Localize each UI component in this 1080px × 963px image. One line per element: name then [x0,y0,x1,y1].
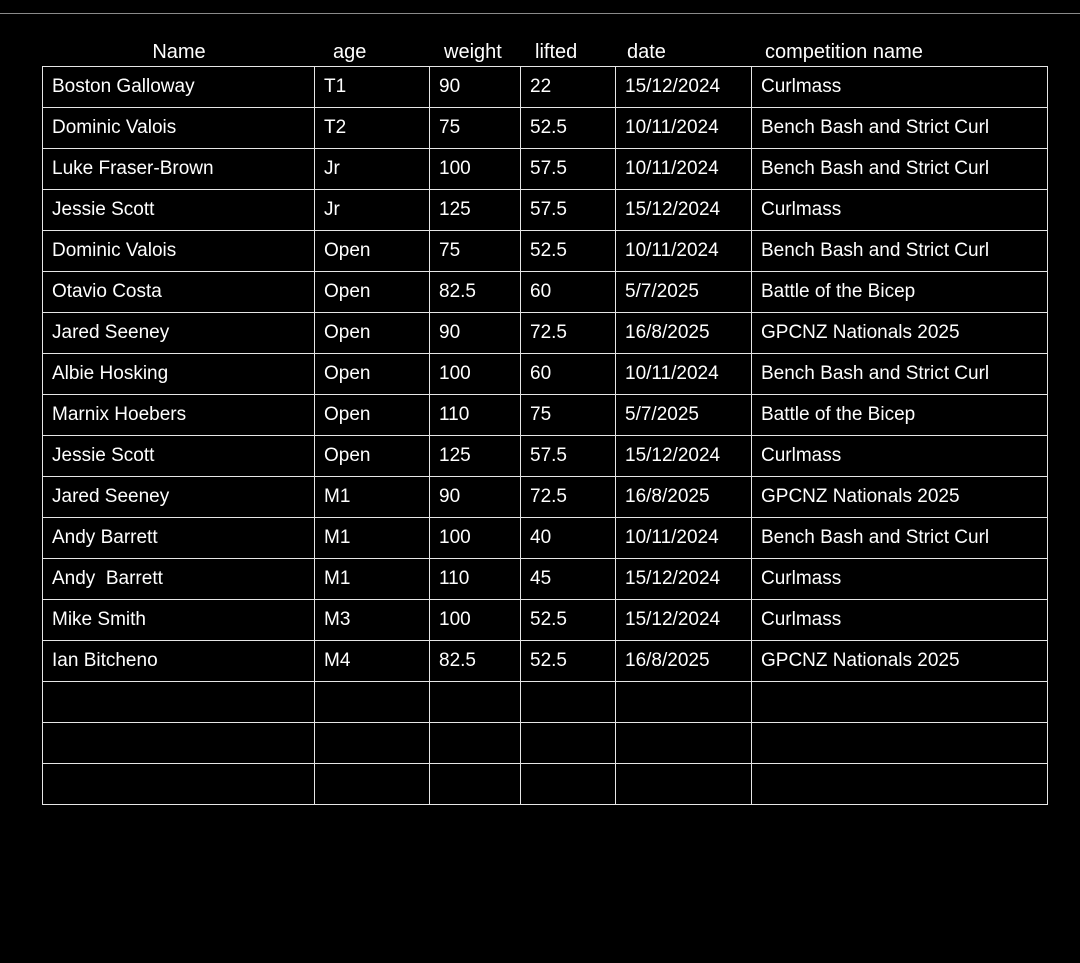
header-lifted: lifted [535,41,578,63]
cell-lifted: 72.5 [521,477,616,518]
table-row [43,67,1048,108]
cell-date: 5/7/2025 [616,272,752,313]
cell-date: 16/8/2025 [616,477,752,518]
cell-date: 10/11/2024 [616,518,752,559]
cell-age [315,723,430,764]
cell-age: Open [315,272,430,313]
cell-lifted: 45 [521,559,616,600]
cell-date: 10/11/2024 [616,354,752,395]
cell-name [43,723,315,764]
cell-weight: 90 [430,313,521,354]
cell-age: M4 [315,641,430,682]
header-competition-name: competition name [765,41,923,63]
cell-competition-name: Curlmass [752,67,1048,108]
cell-name: Dominic Valois [43,231,315,272]
cell-name: Jessie Scott [43,436,315,477]
cell-date: 5/7/2025 [616,395,752,436]
cell-age: Jr [315,149,430,190]
header-date: date [627,41,666,63]
cell-name: Ian Bitcheno [43,641,315,682]
cell-weight: 100 [430,354,521,395]
cell-name: Otavio Costa [43,272,315,313]
cell-lifted: 52.5 [521,231,616,272]
cell-lifted: 60 [521,354,616,395]
cell-name: Boston Galloway [43,67,315,108]
cell-weight [430,682,521,723]
cell-age: Open [315,231,430,272]
table-row [43,682,1048,723]
cell-competition-name: GPCNZ Nationals 2025 [752,313,1048,354]
cell-date [616,682,752,723]
cell-weight [430,764,521,805]
cell-competition-name [752,682,1048,723]
table-row [43,477,1048,518]
cell-competition-name: Bench Bash and Strict Curl [752,354,1048,395]
cell-competition-name: Bench Bash and Strict Curl [752,231,1048,272]
cell-age: Open [315,313,430,354]
cell-weight [430,723,521,764]
cell-date [616,723,752,764]
cell-weight: 75 [430,231,521,272]
cell-weight: 82.5 [430,641,521,682]
cell-date: 10/11/2024 [616,149,752,190]
cell-lifted: 72.5 [521,313,616,354]
column-headers [0,38,1080,66]
cell-weight: 110 [430,395,521,436]
cell-name: Jared Seeney [43,477,315,518]
cell-name [43,764,315,805]
table-row [43,354,1048,395]
cell-age: Open [315,354,430,395]
top-divider [0,13,1080,14]
cell-weight: 90 [430,477,521,518]
cell-weight: 100 [430,518,521,559]
cell-lifted: 52.5 [521,600,616,641]
header-age: age [333,41,367,63]
cell-competition-name: Bench Bash and Strict Curl [752,518,1048,559]
cell-date: 10/11/2024 [616,108,752,149]
cell-name: Marnix Hoebers [43,395,315,436]
table-row [43,313,1048,354]
table-row [43,395,1048,436]
cell-date: 10/11/2024 [616,231,752,272]
cell-name: Jessie Scott [43,190,315,231]
cell-name: Jared Seeney [43,313,315,354]
cell-weight: 125 [430,436,521,477]
cell-date: 15/12/2024 [616,600,752,641]
cell-competition-name: Curlmass [752,436,1048,477]
cell-competition-name: GPCNZ Nationals 2025 [752,641,1048,682]
cell-lifted: 52.5 [521,641,616,682]
table-row [43,149,1048,190]
cell-weight: 110 [430,559,521,600]
cell-name: Luke Fraser-Brown [43,149,315,190]
cell-name: Andy Barrett [43,559,315,600]
cell-age: T2 [315,108,430,149]
table-row [43,108,1048,149]
cell-lifted: 52.5 [521,108,616,149]
cell-lifted: 57.5 [521,149,616,190]
cell-weight: 125 [430,190,521,231]
cell-age: Open [315,395,430,436]
table-row [43,600,1048,641]
cell-competition-name [752,764,1048,805]
cell-age: Jr [315,190,430,231]
cell-weight: 100 [430,149,521,190]
cell-name [43,682,315,723]
cell-age: Open [315,436,430,477]
cell-age: M3 [315,600,430,641]
cell-name: Andy Barrett [43,518,315,559]
cell-weight: 100 [430,600,521,641]
cell-date: 16/8/2025 [616,641,752,682]
cell-lifted: 57.5 [521,190,616,231]
table-row [43,231,1048,272]
cell-age: M1 [315,518,430,559]
records-table-body [43,67,1048,805]
cell-lifted [521,764,616,805]
table-row [43,518,1048,559]
cell-weight: 90 [430,67,521,108]
cell-competition-name: Curlmass [752,190,1048,231]
table-row [43,641,1048,682]
cell-competition-name [752,723,1048,764]
cell-weight: 75 [430,108,521,149]
cell-competition-name: Bench Bash and Strict Curl [752,149,1048,190]
cell-lifted: 40 [521,518,616,559]
cell-date: 16/8/2025 [616,313,752,354]
cell-name: Mike Smith [43,600,315,641]
cell-date: 15/12/2024 [616,190,752,231]
cell-competition-name: Battle of the Bicep [752,395,1048,436]
cell-competition-name: GPCNZ Nationals 2025 [752,477,1048,518]
cell-age: M1 [315,477,430,518]
records-table [42,66,1048,805]
cell-age [315,764,430,805]
table-row [43,190,1048,231]
table-row [43,272,1048,313]
cell-date: 15/12/2024 [616,67,752,108]
cell-date: 15/12/2024 [616,436,752,477]
table-row [43,559,1048,600]
cell-weight: 82.5 [430,272,521,313]
cell-age [315,682,430,723]
cell-competition-name: Battle of the Bicep [752,272,1048,313]
cell-age: T1 [315,67,430,108]
cell-lifted [521,682,616,723]
header-weight: weight [444,41,502,63]
cell-name: Dominic Valois [43,108,315,149]
table-row [43,723,1048,764]
cell-lifted: 75 [521,395,616,436]
table-row [43,764,1048,805]
table-row [43,436,1048,477]
cell-lifted: 60 [521,272,616,313]
cell-lifted: 22 [521,67,616,108]
header-name: Name [152,41,206,63]
cell-name: Albie Hosking [43,354,315,395]
cell-lifted: 57.5 [521,436,616,477]
cell-date: 15/12/2024 [616,559,752,600]
cell-date [616,764,752,805]
cell-competition-name: Curlmass [752,559,1048,600]
cell-lifted [521,723,616,764]
cell-age: M1 [315,559,430,600]
cell-competition-name: Bench Bash and Strict Curl [752,108,1048,149]
cell-competition-name: Curlmass [752,600,1048,641]
